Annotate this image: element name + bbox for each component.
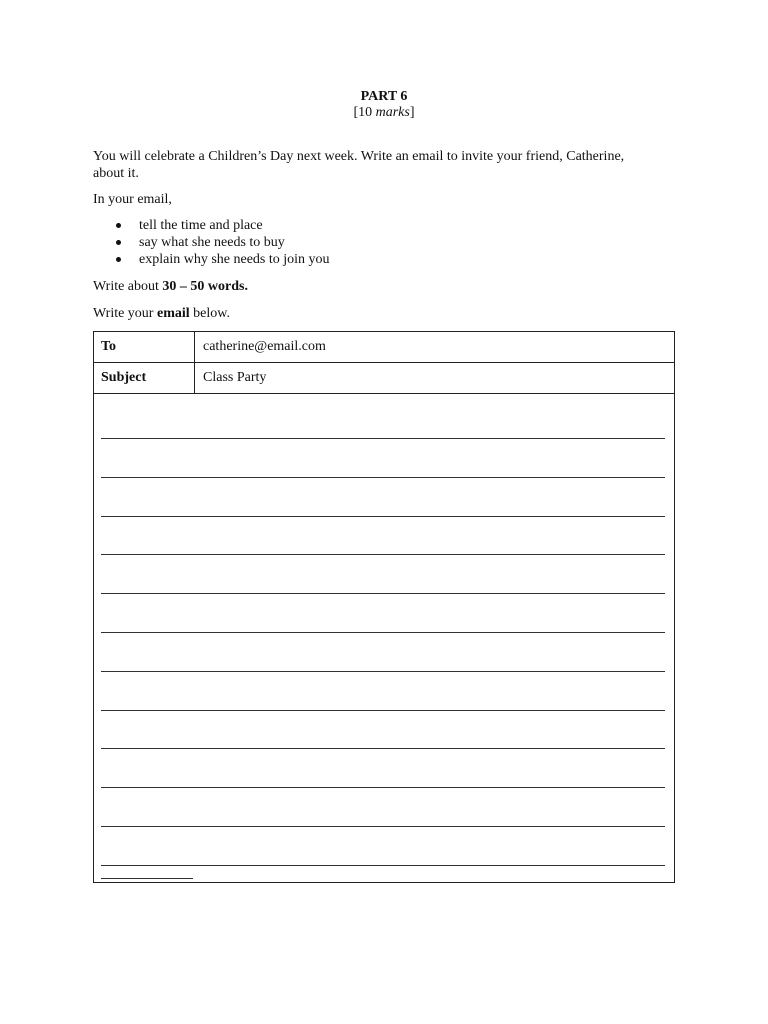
answer-line[interactable] <box>101 865 665 866</box>
answer-line[interactable] <box>101 554 665 555</box>
word-count-instruction <box>93 278 248 295</box>
content-points-list <box>93 217 330 268</box>
content-point <box>93 217 330 234</box>
answer-line[interactable] <box>101 516 665 517</box>
answer-line[interactable] <box>101 477 665 478</box>
bullet-icon <box>116 223 121 228</box>
content-point-text: tell the time and place <box>139 218 263 233</box>
write-email-instruction <box>93 305 230 322</box>
email-subject-label: Subject <box>94 363 195 393</box>
word-count-prefix: Write about <box>93 279 163 294</box>
answer-line[interactable] <box>101 748 665 749</box>
marks-close: ] <box>409 105 415 120</box>
answer-line[interactable] <box>101 787 665 788</box>
content-point <box>93 251 330 268</box>
content-point-text: say what she needs to buy <box>139 235 285 250</box>
bullet-icon <box>116 257 121 262</box>
marks-open: [10 <box>353 105 376 120</box>
in-email-label: In your email, <box>93 192 172 207</box>
answer-line[interactable] <box>101 593 665 594</box>
answer-line[interactable] <box>101 438 665 439</box>
email-to-value: catherine@email.com <box>203 339 326 354</box>
email-subject-row <box>94 363 674 394</box>
email-answer-box <box>93 331 675 883</box>
bullet-icon <box>116 240 121 245</box>
answer-line[interactable] <box>101 671 665 672</box>
answer-line[interactable] <box>101 710 665 711</box>
email-subject-value: Class Party <box>203 370 267 385</box>
marks-word: marks <box>375 105 410 120</box>
answer-line[interactable] <box>101 632 665 633</box>
content-point <box>93 234 330 251</box>
answer-line-short[interactable] <box>101 878 193 879</box>
marks-label <box>93 104 675 121</box>
write-email-suffix: below. <box>189 306 230 321</box>
content-point-text: explain why she needs to join you <box>139 252 330 267</box>
email-to-label: To <box>94 332 195 362</box>
part-title: PART 6 <box>360 89 408 104</box>
answer-line[interactable] <box>101 826 665 827</box>
word-count-range: 30 – 50 words. <box>162 279 248 294</box>
write-email-prefix: Write your <box>93 306 157 321</box>
email-to-row <box>94 332 674 363</box>
task-instruction: You will celebrate a Children’s Day next week. Write an email to invite your friend, Catherine, about it. <box>93 149 625 181</box>
write-email-bold: email <box>156 306 190 321</box>
